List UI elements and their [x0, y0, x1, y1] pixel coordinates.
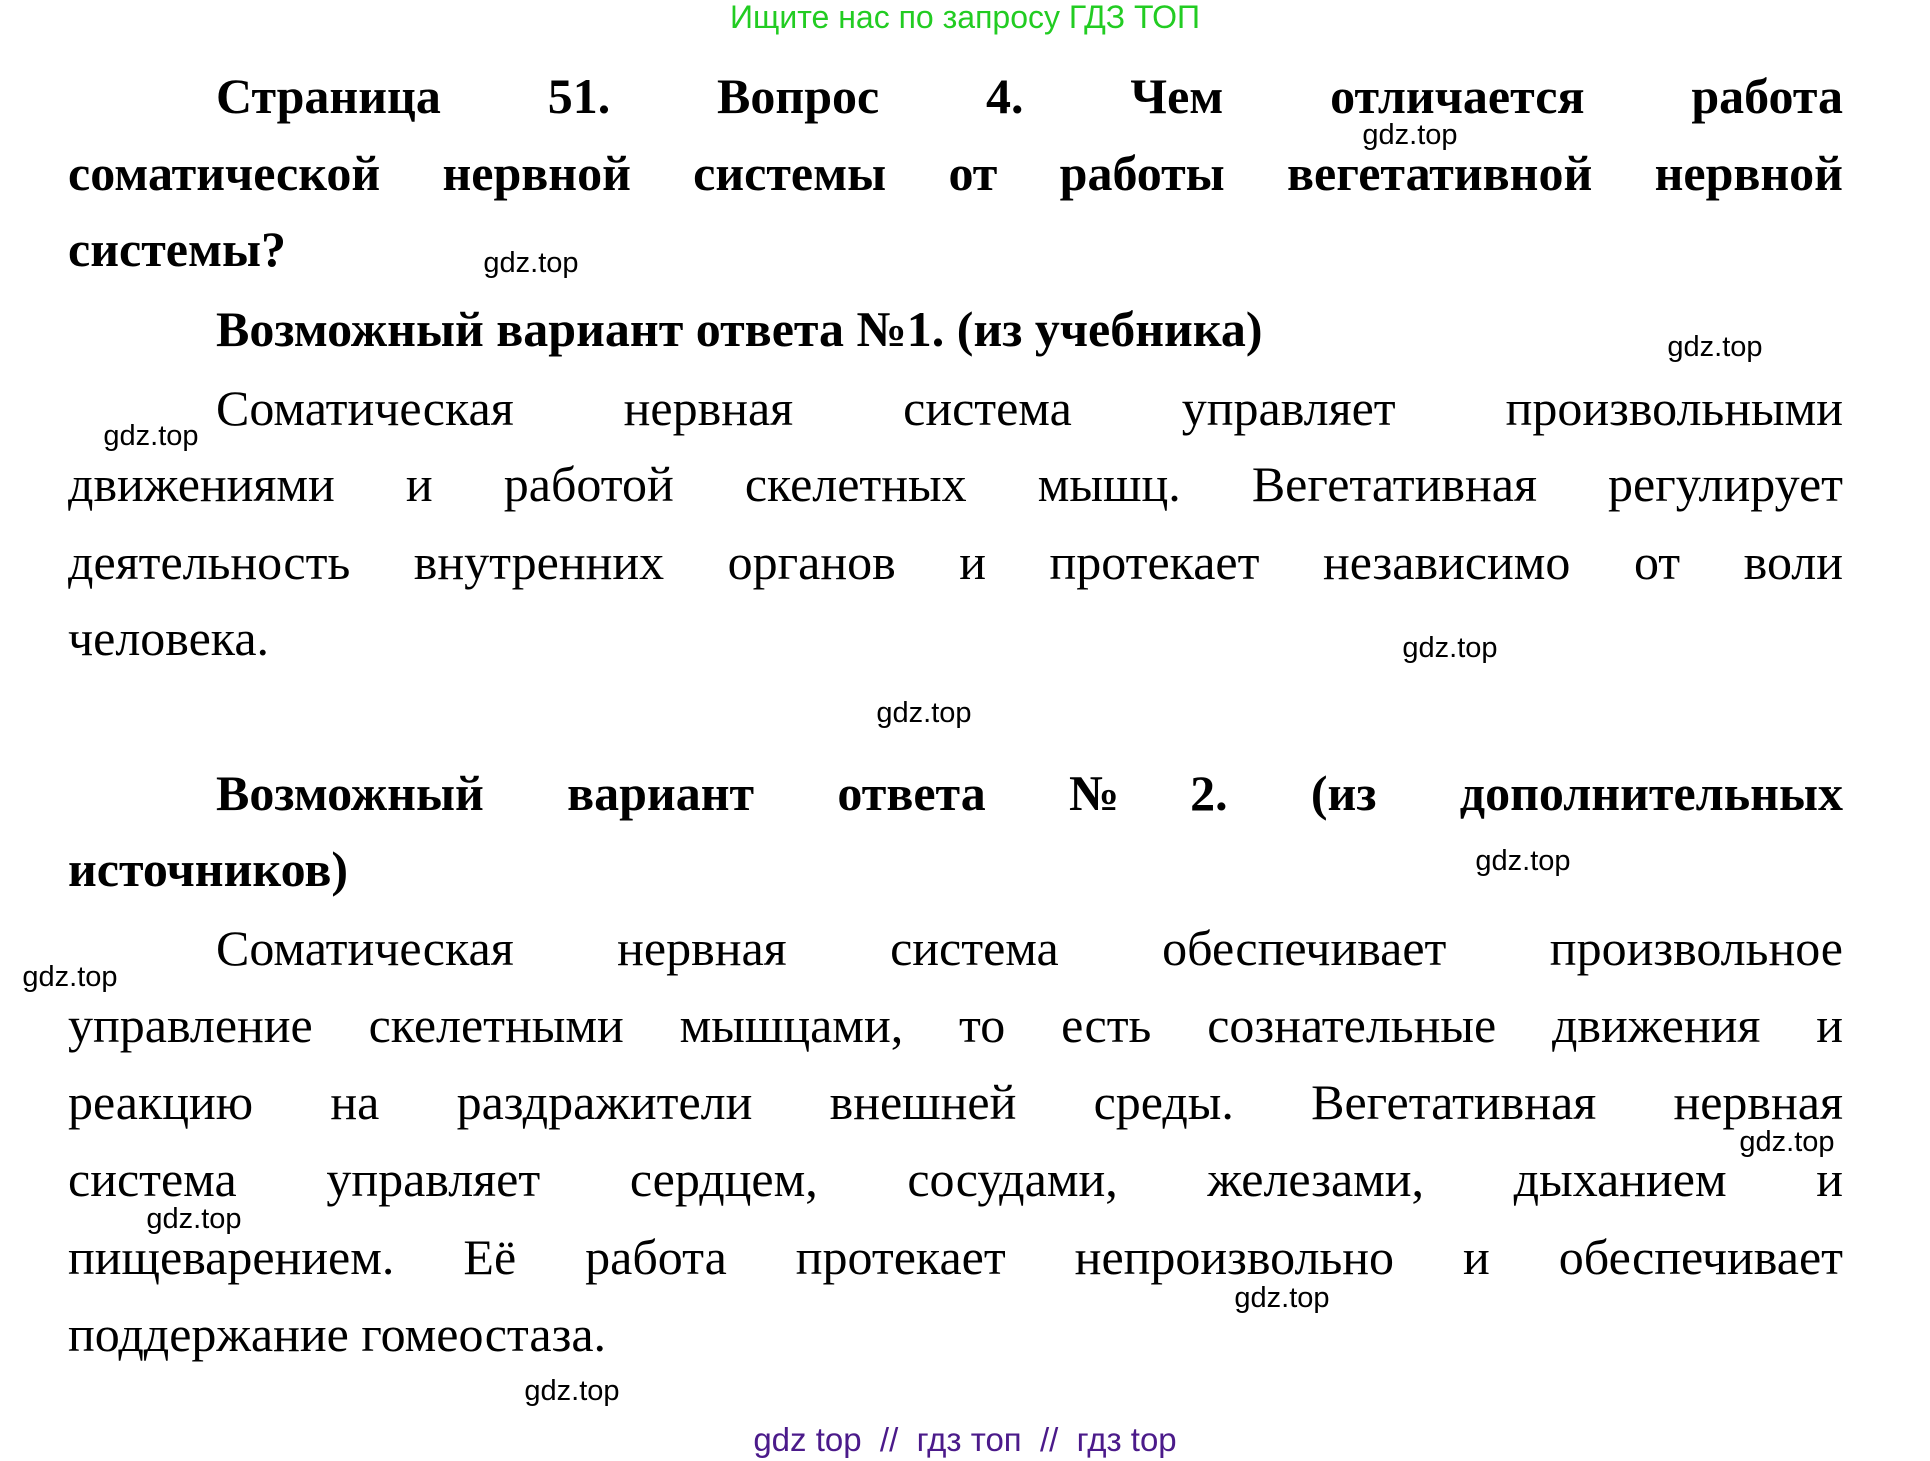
answer2-line: управление скелетными мышцами, то есть сознательные движения и: [68, 997, 1843, 1053]
question-line: соматической нервной системы от работы вегетативной нервной: [68, 145, 1843, 201]
answer2-line: система управляет сердцем, сосудами, железами, дыханием и: [68, 1151, 1843, 1207]
answer2-heading: источников): [68, 841, 348, 897]
search-banner: Ищите нас по запросу ГДЗ ТОП: [730, 0, 1200, 35]
watermark: gdz.top: [1739, 1126, 1835, 1158]
watermark: gdz.top: [1667, 331, 1763, 363]
answer1-heading: Возможный вариант ответа №1. (из учебника): [216, 301, 1263, 357]
watermark: gdz.top: [876, 697, 972, 729]
answer1-line: человека.: [68, 610, 270, 666]
watermark: gdz.top: [103, 420, 199, 452]
watermark: gdz.top: [1234, 1282, 1330, 1314]
watermark: gdz.top: [1475, 845, 1571, 877]
watermark: gdz.top: [1402, 632, 1498, 664]
answer2-line: поддержание гомеостаза.: [68, 1306, 607, 1362]
answer2-line: пищеварением. Её работа протекает непроизвольно и обеспечивает: [68, 1229, 1843, 1285]
watermark: gdz.top: [524, 1375, 620, 1407]
answer2-line: реакцию на раздражители внешней среды. Вегетативная нервная: [68, 1074, 1843, 1130]
answer1-line: Соматическая нервная система управляет произвольными: [216, 380, 1843, 436]
watermark: gdz.top: [22, 961, 118, 993]
answer1-line: движениями и работой скелетных мышц. Вегетативная регулирует: [68, 456, 1843, 512]
watermark: gdz.top: [146, 1203, 242, 1235]
watermark: gdz.top: [1362, 119, 1458, 151]
answer1-line: деятельность внутренних органов и протекает независимо от воли: [68, 534, 1843, 590]
watermark: gdz.top: [483, 247, 579, 279]
question-line: системы?: [68, 221, 287, 277]
footer-links: gdz top // гдз топ // гдз top: [753, 1421, 1177, 1458]
answer2-heading: Возможный вариант ответа №2. (из дополнительных: [216, 765, 1843, 821]
answer2-line: Соматическая нервная система обеспечивает произвольное: [216, 920, 1843, 976]
question-line: Страница 51. Вопрос 4. Чем отличается работа: [216, 68, 1843, 124]
